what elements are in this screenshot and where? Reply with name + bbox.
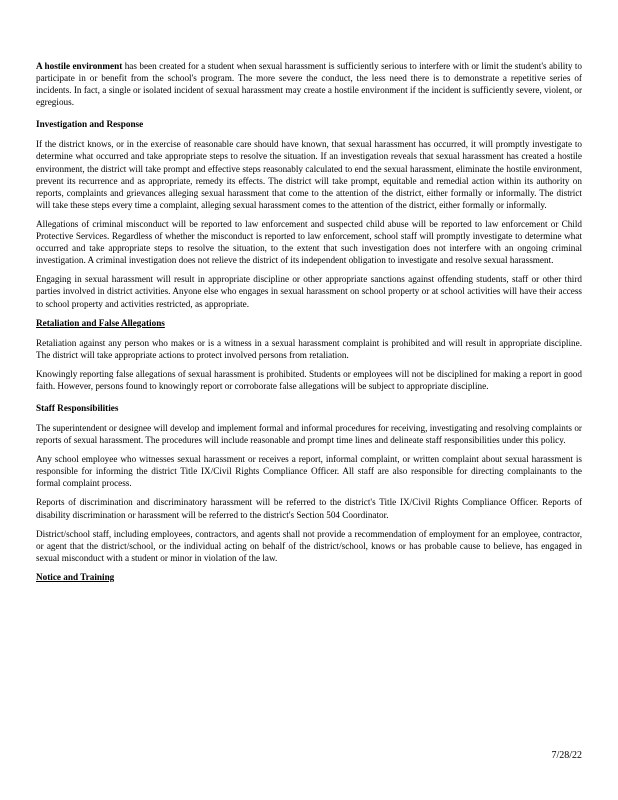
- retaliation-paragraph-1: Retaliation against any person who makes or is a witness in a sexual harassment complaint is prohibited and will result in appropriate discipline. The district will take appropriate actions to protect involved persons from retaliation.: [36, 337, 582, 360]
- intro-term: A hostile environment: [36, 61, 123, 71]
- investigation-paragraph-2: Allegations of criminal misconduct will be reported to law enforcement and suspected child abuse will be reported to law enforcement or Child Protective Services. Regardless of whether the misconduct is reported to law enforcement, school staff will promptly investigate to determine what occurred and take appropriate steps to resolve the situation, to the extent that such investigation does not interfere with an ongoing criminal investigation. A criminal investigation does not relieve the district of its independent obligation to investigate and resolve sexual harassment.: [36, 218, 582, 266]
- page-date: 7/28/22: [551, 750, 582, 761]
- intro-text: has been created for a student when sexual harassment is sufficiently serious to interfere with or limit the student's ability to participate in or benefit from the school's program. The more severe the conduct, the less need there is to demonstrate a repetitive series of incidents. In fact, a single or isolated incident of sexual harassment may create a hostile environment if the incident is sufficiently severe, violent, or egregious.: [36, 61, 582, 108]
- investigation-heading: Investigation and Response: [36, 119, 144, 130]
- retaliation-heading: Retaliation and False Allegations: [36, 317, 165, 328]
- staff-heading: Staff Responsibilities: [36, 402, 119, 413]
- investigation-paragraph-1: If the district knows, or in the exercise of reasonable care should have known, that sexual harassment has occurred, it will promptly investigate to determine what occurred and take appropriate steps to resolve the situation. If an investigation reveals that sexual harassment has created a hostile environment, the district will take prompt and effective steps reasonably calculated to end the sexual harassment, eliminate the hostile environment, prevent its recurrence and as appropriate, remedy its effects. The district will take prompt, equitable and remedial action within its authority on reports, complaints and grievances alleging sexual harassment that come to the attention of the district, either formally or informally. The district will take these steps every time a complaint, alleging sexual harassment comes to the attention of the district, either formally or informally.: [36, 139, 582, 210]
- document-page: [36, 60, 582, 591]
- retaliation-paragraph-2: Knowingly reporting false allegations of sexual harassment is prohibited. Students or employees will not be disciplined for making a report in good faith. However, persons found to knowingly report or corroborate false allegations will be subject to appropriate discipline.: [36, 368, 582, 391]
- staff-paragraph-3: Reports of discrimination and discriminatory harassment will be referred to the district's Title IX/Civil Rights Compliance Officer. Reports of disability discrimination or harassment will be referred to the district's Section 504 Coordinator.: [36, 497, 582, 520]
- intro-paragraph: [36, 60, 582, 108]
- staff-paragraph-4: District/school staff, including employees, contractors, and agents shall not provide a recommendation of employment for an employee, contractor, or agent that the district/school, or the individual acting on behalf of the district/school, knows or has probable cause to believe, has engaged in sexual misconduct with a student or minor in violation of the law.: [36, 528, 582, 563]
- staff-paragraph-1: The superintendent or designee will develop and implement formal and informal procedures for receiving, investigating and resolving complaints or reports of sexual harassment. The procedures will include reasonable and prompt time lines and delineate staff responsibilities under this policy.: [36, 422, 582, 446]
- staff-paragraph-2: Any school employee who witnesses sexual harassment or receives a report, informal complaint, or written complaint about sexual harassment is responsible for informing the district Title IX/Civil Rights Compliance Officer. All staff are also responsible for directing complainants to the formal complaint process.: [36, 454, 582, 489]
- investigation-paragraph-3: Engaging in sexual harassment will result in appropriate discipline or other appropriate sanctions against offending students, staff or other third parties involved in district activities. Anyone else who engages in sexual harassment on school property or at school activities will have their access to school property and activities restricted, as appropriate.: [36, 274, 582, 309]
- notice-heading: Notice and Training: [36, 571, 115, 582]
